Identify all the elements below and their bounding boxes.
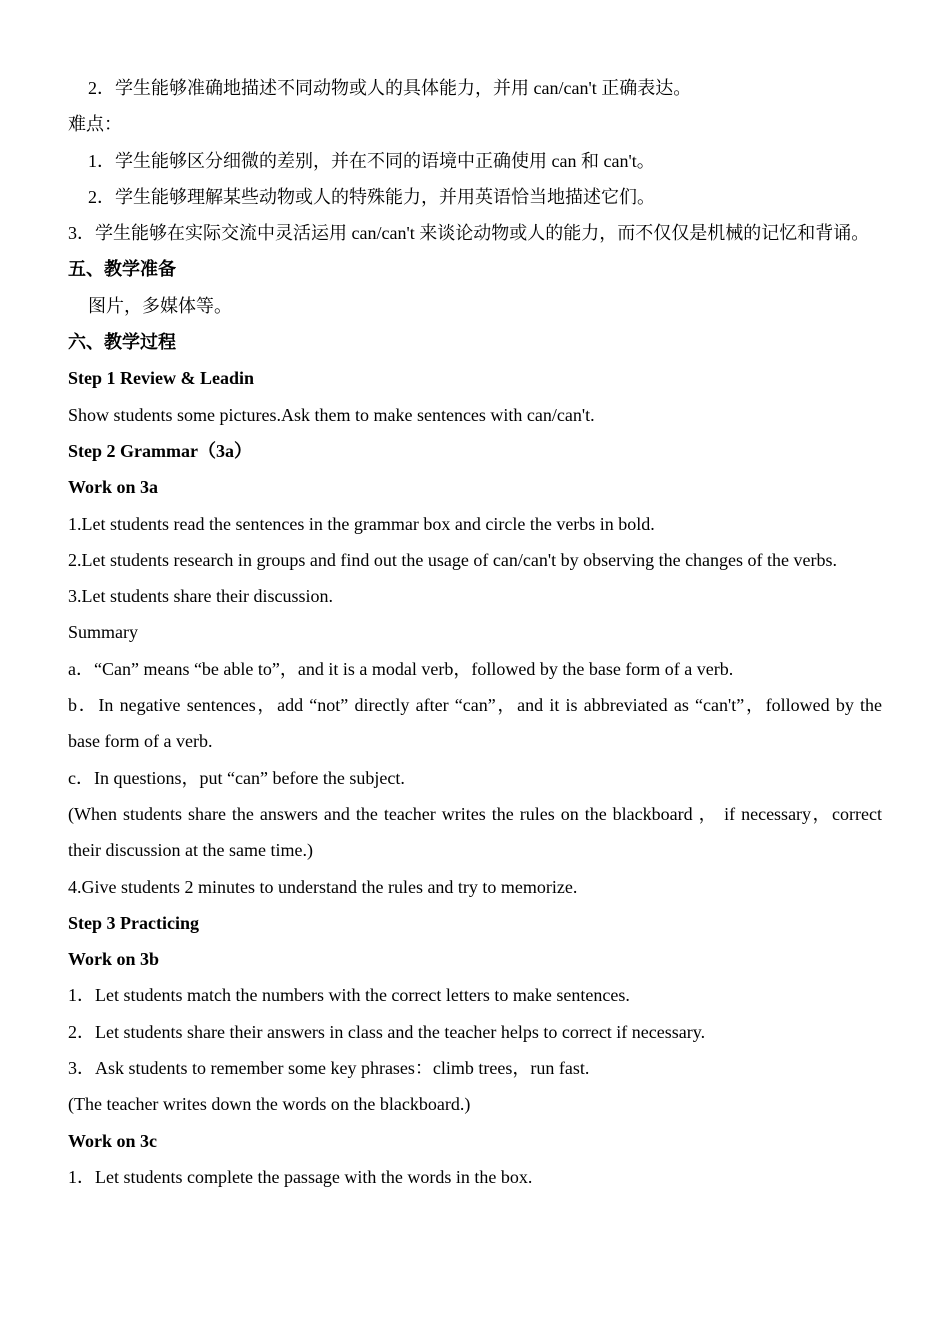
step-2-heading: Step 2 Grammar（3a） [68, 440, 252, 461]
summary-item-a: a．“Can” means “be able to”，and it is a modal verb，followed by the base form of a verb. [68, 658, 734, 679]
objective-item-2: 2．学生能够准确地描述不同动物或人的具体能力，并用 can/can't 正确表达。 [88, 78, 692, 98]
section-heading-preparation: 五、教学准备 [68, 259, 176, 280]
work-on-3c-heading: Work on 3c [68, 1130, 158, 1151]
preparation-text: 图片，多媒体等。 [88, 295, 232, 316]
step-2-item-2: 2.Let students research in groups and find out the usage of can/can't by observing the changes of the verbs. [68, 549, 838, 570]
work-3c-item-1: 1．Let students complete the passage with the words in the box. [68, 1166, 533, 1187]
difficulties-heading: 难点： [68, 114, 122, 135]
step-1-heading: Step 1 Review & Leadin [68, 368, 254, 389]
section-heading-process: 六、教学过程 [68, 332, 176, 353]
difficulty-item-2: 2．学生能够理解某些动物或人的特殊能力，并用英语恰当地描述它们。 [88, 186, 655, 207]
document-page [68, 70, 882, 1195]
step-3-heading: Step 3 Practicing [68, 912, 199, 933]
summary-item-c: c．In questions，put “can” before the subject. [68, 767, 405, 788]
step-2-item-3: 3.Let students share their discussion. [68, 586, 333, 607]
work-on-3b-heading: Work on 3b [68, 949, 160, 970]
difficulty-item-3: 3．学生能够在实际交流中灵活运用 can/can't 来谈论动物或人的能力，而不仅仅是机械的记忆和背诵。 [68, 223, 870, 244]
work-on-3a-heading: Work on 3a [68, 477, 159, 498]
summary-item-b: b．In negative sentences，add “not” directly after “can”，and it is abbreviated as “can't”，followed by the base form of a verb. [68, 695, 882, 752]
step-3-item-1: 1．Let students match the numbers with the correct letters to make sentences. [68, 985, 630, 1006]
step-1-text: Show students some pictures.Ask them to make sentences with can/can't. [68, 404, 595, 425]
teacher-note: (When students share the answers and the teacher writes the rules on the blackboard ， if necessary，correct their discussion at the same time.) [68, 803, 882, 861]
step-2-item-4: 4.Give students 2 minutes to understand the rules and try to memorize. [68, 876, 578, 897]
step-3-item-3: 3．Ask students to remember some key phrases：climb trees，run fast. [68, 1058, 590, 1079]
blackboard-note: (The teacher writes down the words on the blackboard.) [68, 1094, 471, 1115]
step-3-item-2: 2．Let students share their answers in class and the teacher helps to correct if necessary. [68, 1021, 706, 1042]
step-2-item-1: 1.Let students read the sentences in the grammar box and circle the verbs in bold. [68, 513, 655, 534]
difficulty-item-1: 1．学生能够区分细微的差别，并在不同的语境中正确使用 can 和 can't。 [88, 150, 655, 171]
summary-label: Summary [68, 622, 138, 643]
